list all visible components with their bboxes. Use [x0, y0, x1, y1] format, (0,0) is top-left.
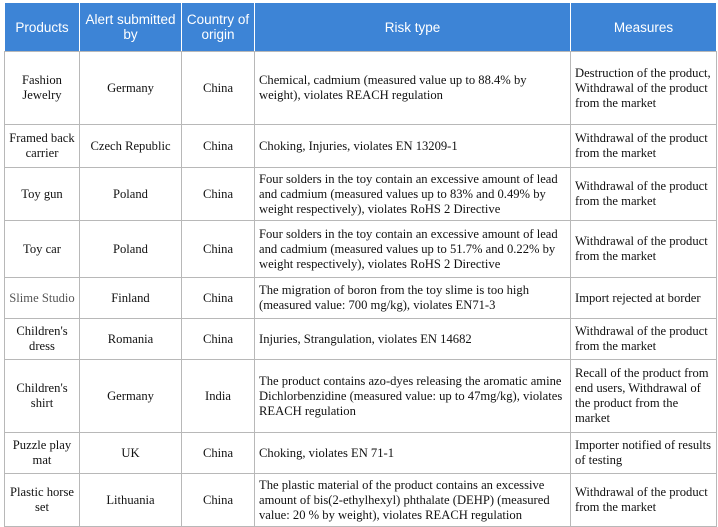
- product-cell: Framed back carrier: [5, 125, 80, 168]
- product-cell: Fashion Jewelry: [5, 52, 80, 125]
- risk-cell: Four solders in the toy contain an excessive amount of lead and cadmium (measured values up to 51.7% and 0.22% by weight respectively), violates RoHS 2 Directive: [255, 221, 571, 278]
- product-cell: Toy car: [5, 221, 80, 278]
- header-country-of-origin: Country of origin: [182, 3, 255, 52]
- product-cell: Children's shirt: [5, 360, 80, 433]
- measures-cell: Withdrawal of the product from the market: [571, 168, 717, 221]
- table-row: [5, 474, 717, 527]
- table-row: [5, 278, 717, 319]
- measures-cell: Import rejected at border: [571, 278, 717, 319]
- origin-cell: India: [182, 360, 255, 433]
- alert-cell: Germany: [80, 52, 182, 125]
- table-row: [5, 168, 717, 221]
- product-cell: Slime Studio: [5, 278, 80, 319]
- measures-cell: Importer notified of results of testing: [571, 433, 717, 474]
- measures-cell: Withdrawal of the product from the market: [571, 474, 717, 527]
- risk-cell: Chemical, cadmium (measured value up to 88.4% by weight), violates REACH regulation: [255, 52, 571, 125]
- risk-cell: The migration of boron from the toy slime is too high (measured value: 700 mg/kg), violates EN71-3: [255, 278, 571, 319]
- header-row: [5, 3, 717, 52]
- alert-cell: Lithuania: [80, 474, 182, 527]
- origin-cell: China: [182, 278, 255, 319]
- alert-cell: Poland: [80, 221, 182, 278]
- alert-cell: Czech Republic: [80, 125, 182, 168]
- table-row: [5, 125, 717, 168]
- product-alerts-table: [4, 2, 717, 527]
- measures-cell: Withdrawal of the product from the market: [571, 125, 717, 168]
- header-measures: Measures: [571, 3, 717, 52]
- alert-cell: Poland: [80, 168, 182, 221]
- table-row: [5, 319, 717, 360]
- product-cell: Puzzle play mat: [5, 433, 80, 474]
- risk-cell: The product contains azo-dyes releasing the aromatic amine Dichlorbenzidine (measured value: up to 47mg/kg), violates REACH regulation: [255, 360, 571, 433]
- risk-cell: The plastic material of the product contains an excessive amount of bis(2-ethylhexyl) phthalate (DEHP) (measured value: 20 % by weight), violates REACH regulation: [255, 474, 571, 527]
- table-row: [5, 433, 717, 474]
- table-row: [5, 221, 717, 278]
- risk-cell: Four solders in the toy contain an excessive amount of lead and cadmium (measured values up to 83% and 0.49% by weight respectively), violates RoHS 2 Directive: [255, 168, 571, 221]
- table-row: [5, 360, 717, 433]
- alert-cell: UK: [80, 433, 182, 474]
- origin-cell: China: [182, 125, 255, 168]
- origin-cell: China: [182, 319, 255, 360]
- product-cell: Children's dress: [5, 319, 80, 360]
- origin-cell: China: [182, 52, 255, 125]
- header-alert-submitted-by: Alert submitted by: [80, 3, 182, 52]
- measures-cell: Destruction of the product, Withdrawal of the product from the market: [571, 52, 717, 125]
- alerts-table-container: [4, 2, 716, 527]
- risk-cell: Choking, violates EN 71-1: [255, 433, 571, 474]
- measures-cell: Withdrawal of the product from the market: [571, 221, 717, 278]
- alert-cell: Finland: [80, 278, 182, 319]
- product-cell: Toy gun: [5, 168, 80, 221]
- risk-cell: Injuries, Strangulation, violates EN 14682: [255, 319, 571, 360]
- table-row: [5, 52, 717, 125]
- measures-cell: Recall of the product from end users, Withdrawal of the product from the market: [571, 360, 717, 433]
- header-risk-type: Risk type: [255, 3, 571, 52]
- origin-cell: China: [182, 168, 255, 221]
- risk-cell: Choking, Injuries, violates EN 13209-1: [255, 125, 571, 168]
- origin-cell: China: [182, 433, 255, 474]
- alert-cell: Romania: [80, 319, 182, 360]
- origin-cell: China: [182, 474, 255, 527]
- header-products: Products: [5, 3, 80, 52]
- product-cell: Plastic horse set: [5, 474, 80, 527]
- measures-cell: Withdrawal of the product from the market: [571, 319, 717, 360]
- origin-cell: China: [182, 221, 255, 278]
- alert-cell: Germany: [80, 360, 182, 433]
